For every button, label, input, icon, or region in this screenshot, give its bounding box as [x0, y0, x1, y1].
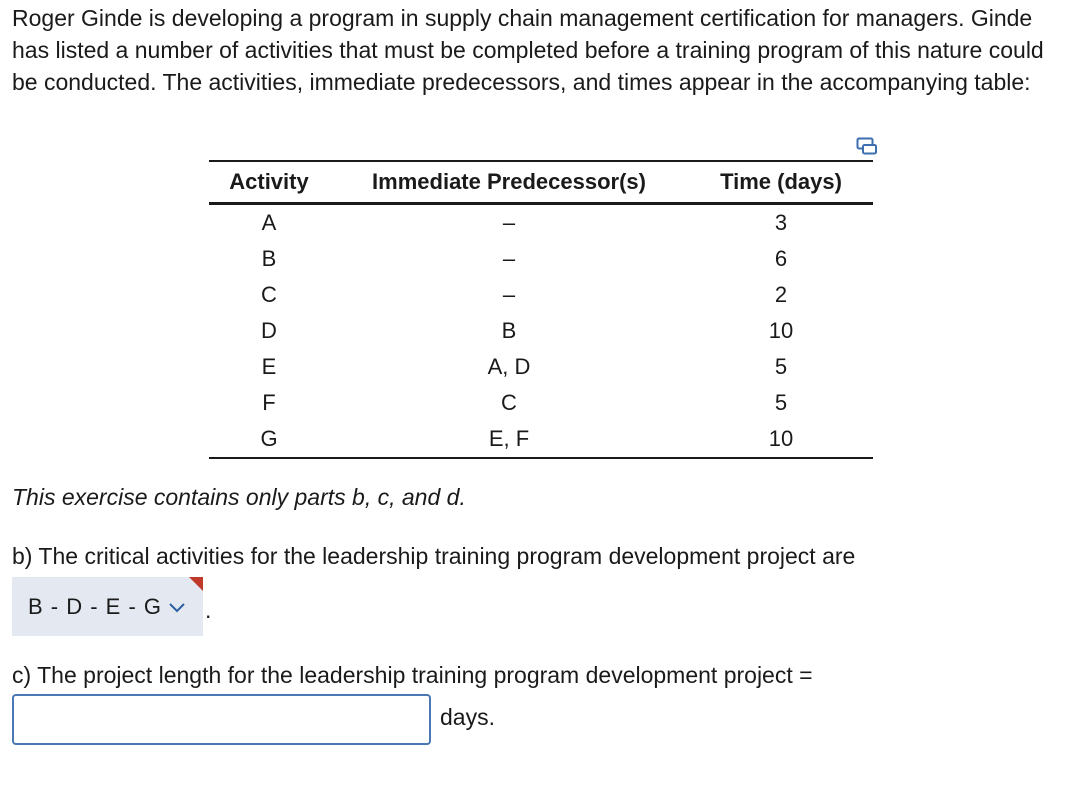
part-b-question: b) The critical activities for the leadership training program development project are	[12, 543, 856, 569]
cell-time: 2	[774, 282, 788, 307]
table-row	[209, 349, 873, 385]
header-predecessors: Immediate Predecessor(s)	[372, 169, 646, 194]
cell-predecessors: –	[502, 210, 516, 235]
cell-activity: F	[262, 390, 276, 415]
cell-activity: D	[261, 318, 277, 343]
table-header-row	[209, 161, 873, 204]
part-b-period: .	[205, 597, 212, 623]
cell-activity: B	[261, 246, 277, 271]
cell-predecessors: –	[502, 246, 516, 271]
table-row	[209, 421, 873, 458]
cell-time: 10	[689, 421, 873, 458]
cell-predecessors: B	[501, 318, 517, 343]
question-intro: Roger Ginde is developing a program in supply chain management certification for managers. Ginde has listed a number of activities that must be completed before a training program of this nature could be conducted. The activities, immediate predecessors, and times appear in the accompanying table:	[12, 5, 1044, 95]
activity-table	[209, 160, 873, 459]
table-row	[209, 385, 873, 421]
cell-predecessors: A, D	[487, 354, 531, 379]
table-row	[209, 241, 873, 277]
cell-predecessors: C	[501, 390, 517, 415]
part-b-answer	[12, 577, 211, 636]
table-row	[209, 313, 873, 349]
header-time: Time (days)	[720, 169, 842, 194]
project-length-input[interactable]	[12, 694, 431, 745]
part-c-question: c) The project length for the leadership training program development project =	[12, 662, 813, 688]
cell-time: 6	[774, 246, 788, 271]
cell-time: 3	[774, 210, 788, 235]
exercise-note: This exercise contains only parts b, c, and d.	[12, 484, 466, 510]
cell-activity: C	[261, 282, 277, 307]
cell-predecessors: –	[502, 282, 516, 307]
cell-predecessors: E, F	[329, 421, 689, 458]
cell-time: 10	[768, 318, 794, 343]
chevron-down-icon	[168, 602, 186, 614]
table-row	[209, 204, 873, 242]
cell-activity: E	[261, 354, 277, 379]
incorrect-marker-icon	[189, 577, 203, 591]
critical-path-dropdown[interactable]	[12, 577, 203, 636]
table-row	[209, 277, 873, 313]
header-activity: Activity	[229, 169, 309, 194]
cell-time: 5	[774, 390, 788, 415]
copy-table-icon[interactable]	[856, 137, 878, 155]
part-c-unit: days.	[440, 704, 495, 730]
cell-activity: G	[209, 421, 329, 458]
cell-activity: A	[261, 210, 277, 235]
dropdown-selected-value: B - D - E - G	[28, 593, 162, 619]
cell-time: 5	[774, 354, 788, 379]
